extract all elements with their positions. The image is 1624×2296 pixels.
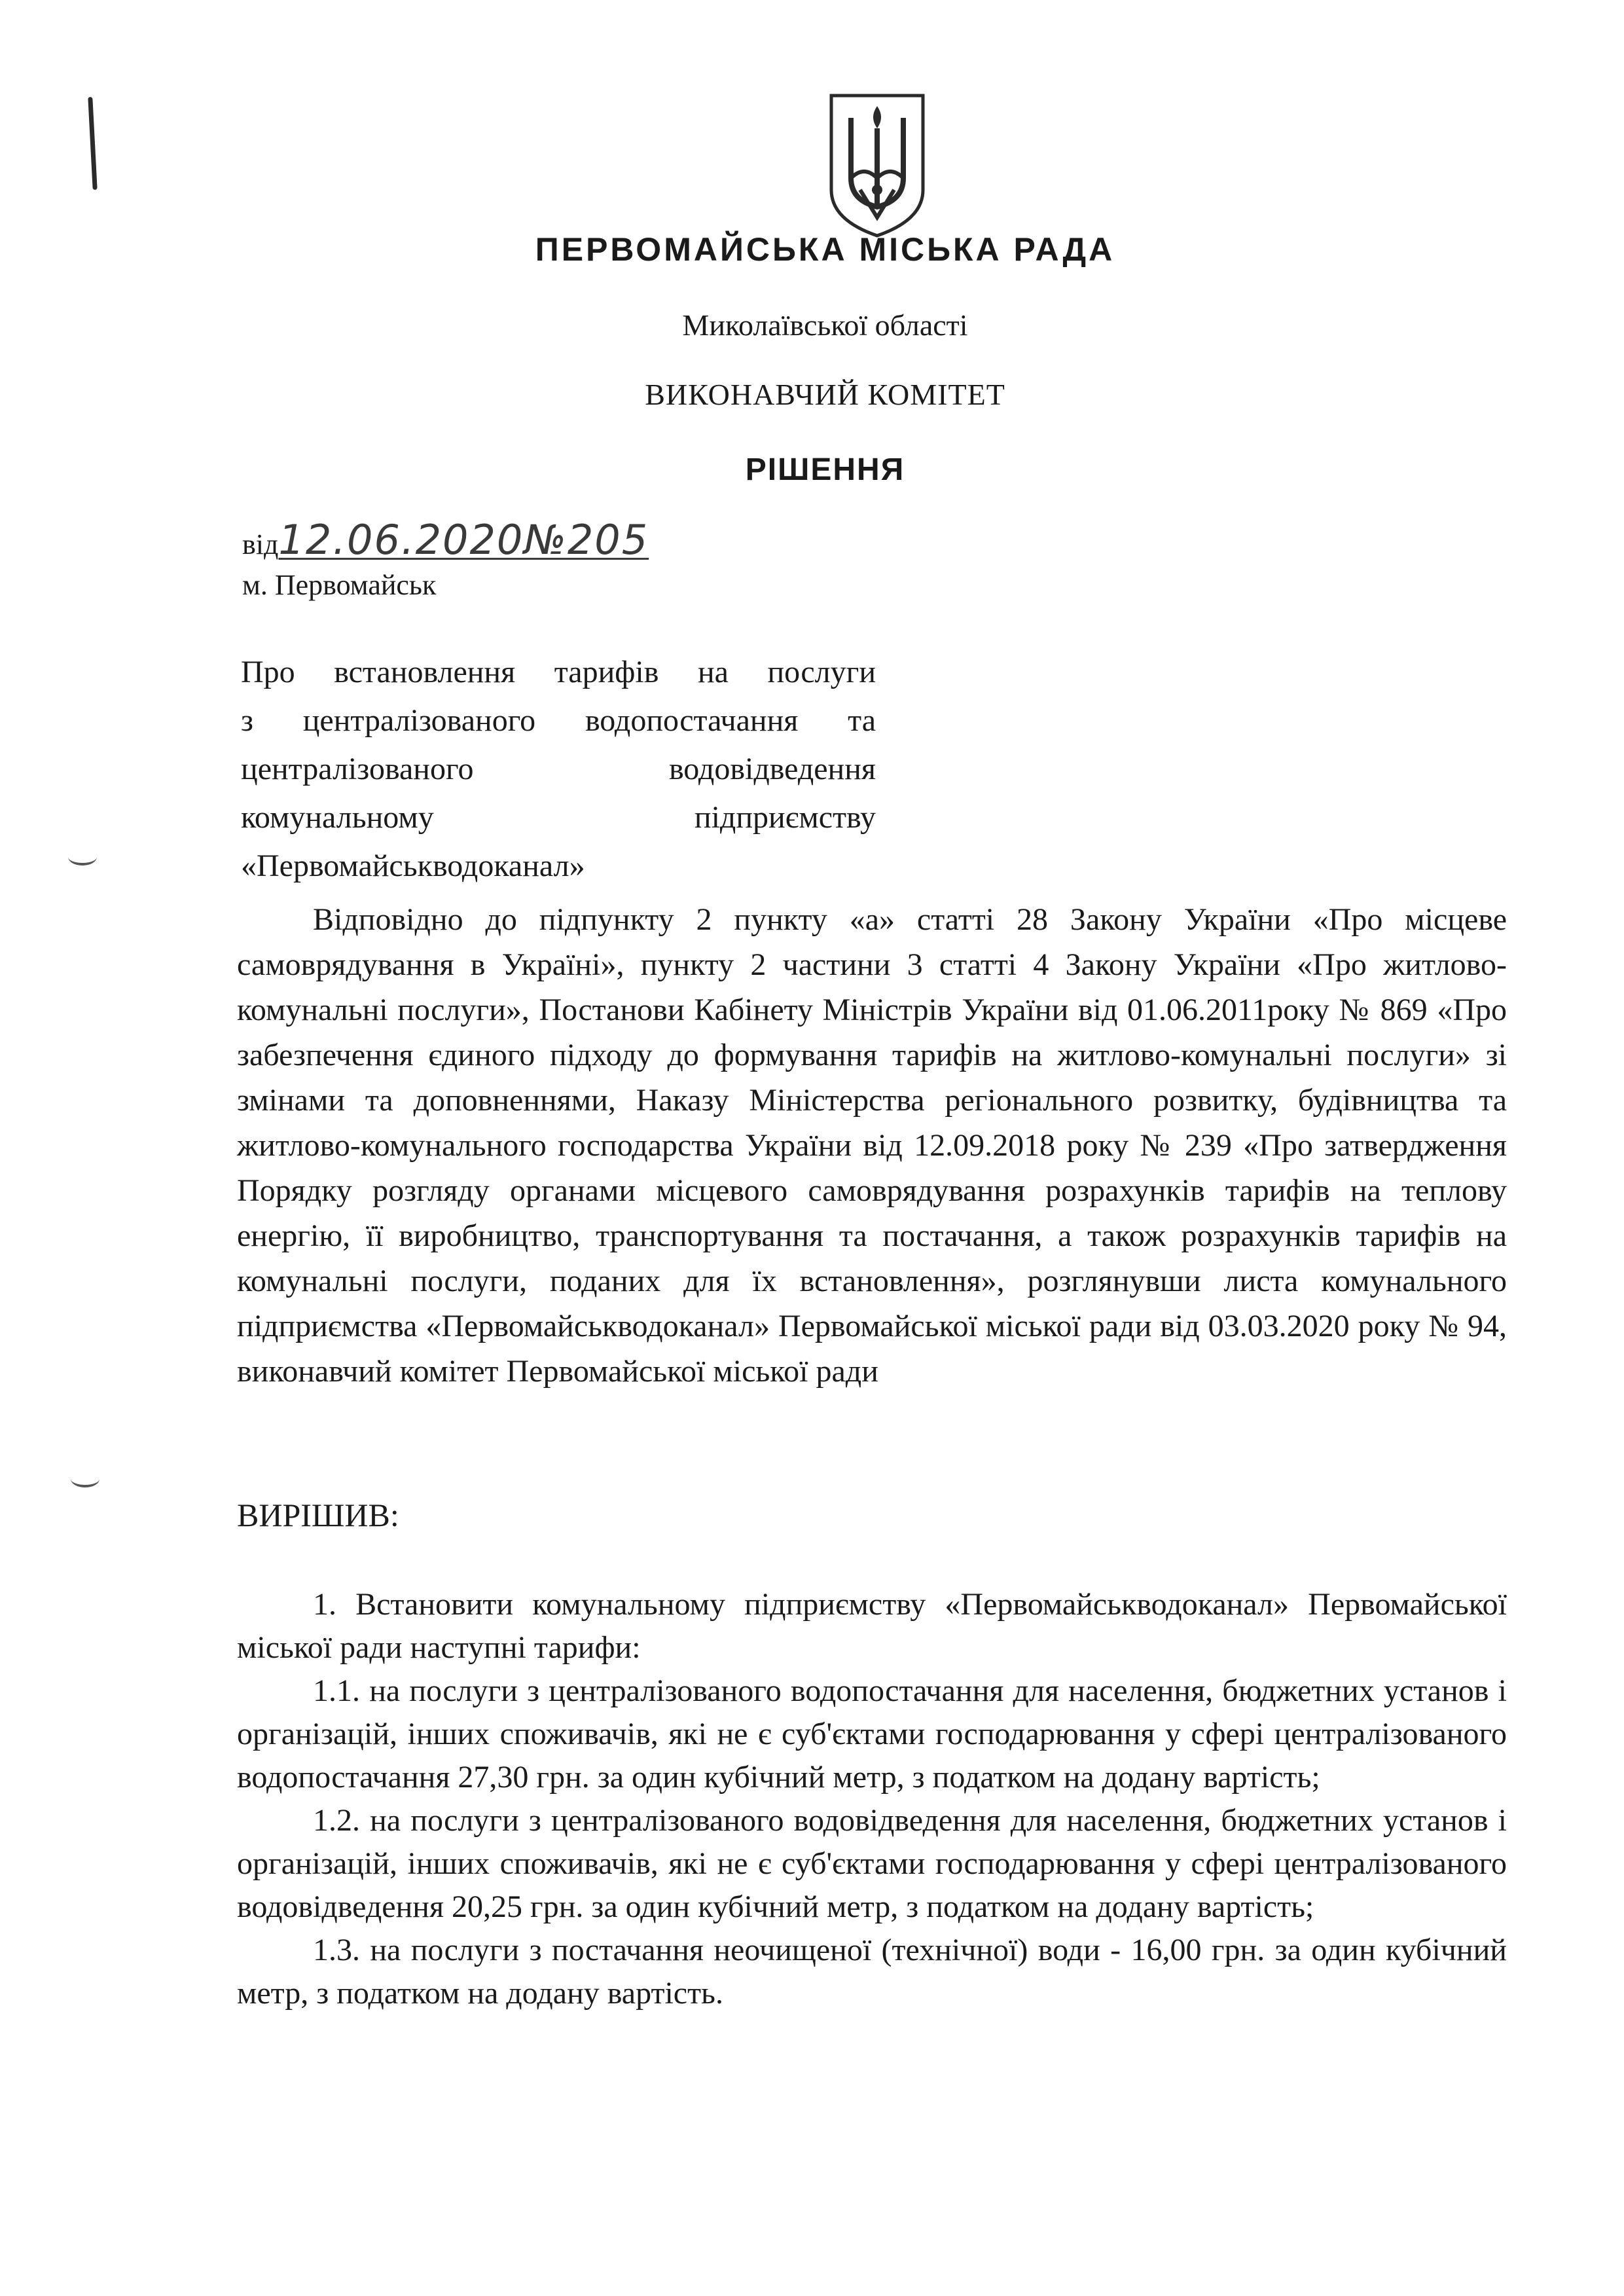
resolution-item: 1.3. на послуги з постачання неочищеної (технічної) води - 16,00 грн. за один кубічний метр, з податком на додану вартість. — [237, 1933, 1507, 2011]
city-line: м. Первомайськ — [242, 569, 437, 601]
date-number-line — [242, 516, 649, 564]
date-prefix: від — [242, 528, 279, 560]
subject-line: з централізованого водопостачання та — [241, 703, 876, 738]
resolution-item: 1. Встановити комунальному підприємству «Первомайськводоканал» Первомайської міської ради наступні тарифи: — [237, 1587, 1507, 1665]
committee-line: ВИКОНАВЧИЙ КОМІТЕТ — [645, 378, 1005, 411]
hole-punch-mark — [71, 1470, 99, 1487]
subject-line: централізованого водовідведення — [241, 752, 876, 786]
document-type-title: РІШЕННЯ — [745, 452, 905, 487]
handwritten-date-number: 12.06.2020№205 — [278, 516, 649, 564]
region-line: Миколаївської області — [682, 308, 968, 342]
hole-punch-mark — [68, 848, 97, 866]
resolution-item: 1.2. на послуги з централізованого водовідведення для населення, бюджетних установ і організацій, інших споживачів, які не є суб'єктами господарювання у сфері централізованого водовідведення 20,25 грн. за один кубічний метр, з податком на додану вартість; — [237, 1803, 1507, 1924]
subject-line: комунальному підприємству — [241, 800, 876, 835]
preamble-paragraph: Відповідно до підпункту 2 пункту «а» статті 28 Закону України «Про місцеве самоврядування в Україні», пункту 2 частини 3 статті 4 Закону України «Про житлово-комунальні послуги», Постанови Кабінету Міністрів України від 01.06.2011року № 869 «Про забезпечення єдиного підходу до формування тарифів на житлово-комунальні послуги» зі змінами та доповненнями, Наказу Міністерства регіонального розвитку, будівництва та житлово-комунального господарства України від 12.09.2018 року № 239 «Про затвердження Порядку розгляду органами місцевого самоврядування розрахунків тарифів на теплову енергію, її виробництво, транспортування та постачання, а також розрахунків тарифів на комунальні послуги, поданих для їх встановлення», розглянувши листа комунального підприємства «Первомайськводоканал» Первомайської міської ради від 03.03.2020 року № 94, виконавчий комітет Первомайської міської ради — [237, 902, 1507, 1389]
trident-coat-of-arms-icon — [826, 92, 928, 240]
decision-subject — [241, 648, 876, 890]
handwritten-margin-stroke — [88, 97, 97, 190]
org-name: ПЕРВОМАЙСЬКА МІСЬКА РАДА — [535, 231, 1115, 268]
subject-line: Про встановлення тарифів на послуги — [241, 655, 876, 689]
resolution-item: 1.1. на послуги з централізованого водопостачання для населення, бюджетних установ і організацій, інших споживачів, які не є суб'єктами господарювання у сфері централізованого водопостачання 27,30 грн. за один кубічний метр, з податком на додану вартість; — [237, 1673, 1507, 1795]
subject-line: «Первомайськводоканал» — [241, 848, 585, 883]
resolve-heading: ВИРІШИВ: — [237, 1497, 399, 1533]
resolution-items — [237, 1583, 1507, 2015]
